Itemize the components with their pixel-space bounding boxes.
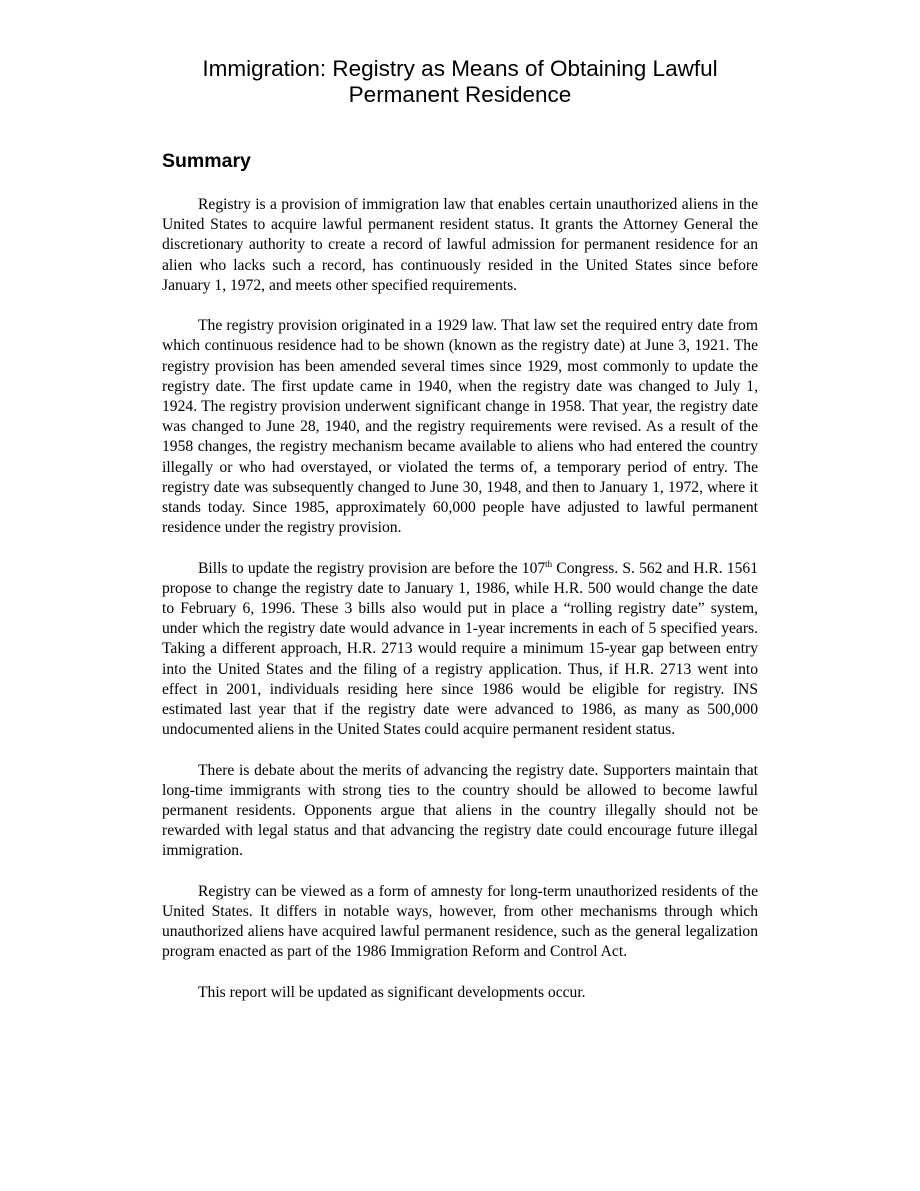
document-title: Immigration: Registry as Means of Obtaining Lawful Permanent Residence [202, 56, 718, 107]
paragraph-5: Registry can be viewed as a form of amnesty for long-term unauthorized residents of the United States. It differs in notable ways, however, from other mechanisms through which unauthorized aliens have acquired lawful permanent residence, such as the general legalization program enacted as part of the 1986 Immigration Reform and Control Act. [162, 882, 758, 961]
ordinal-superscript: th [545, 558, 553, 569]
paragraph-6: This report will be updated as significant developments occur. [198, 983, 586, 1001]
summary-body [162, 195, 758, 1023]
paragraph-1: Registry is a provision of immigration law that enables certain unauthorized aliens in the United States to acquire lawful permanent resident status. It grants the Attorney General the discretionary authority to create a record of lawful admission for permanent residence for an alien who lacks such a record, has continuously resided in the United States since before January 1, 1972, and meets other specified requirements. [162, 196, 758, 294]
paragraph-3-before: Bills to update the registry provision are before the 107 [198, 559, 546, 577]
paragraph-3 [162, 559, 758, 741]
paragraph-4: There is debate about the merits of advancing the registry date. Supporters maintain that long-time immigrants with strong ties to the country should be allowed to become lawful permanent residents. Opponents argue that aliens in the country illegally should not be rewarded with legal status and that advancing the registry date could encourage future illegal immigration. [162, 761, 758, 860]
paragraph-2: The registry provision originated in a 1929 law. That law set the required entry date from which continuous residence had to be shown (known as the registry date) at June 3, 1921. The registry provision has been amended several times since 1929, most commonly to update the registry date. The first update came in 1940, when the registry date was changed to July 1, 1924. The registry provision underwent significant change in 1958. That year, the registry date was changed to June 28, 1940, and the registry requirements were revised. As a result of the 1958 changes, the registry mechanism became available to aliens who had entered the country illegally or who had overstayed, or violated the terms of, a temporary period of entry. The registry date was subsequently changed to June 30, 1948, and then to January 1, 1972, where it stands today. Since 1985, approximately 60,000 people have adjusted to lawful permanent residence under the registry provision. [162, 317, 758, 537]
paragraph-3-after: Congress. S. 562 and H.R. 1561 propose to change the registry date to January 1, 1986, while H.R. 500 would change the date to February 6, 1996. These 3 bills also would put in place a “rolling registry date” system, under which the registry date would advance in 1-year increments in each of 5 specified years. Taking a different approach, H.R. 2713 would require a minimum 15-year gap between entry into the United States and the filing of a registry application. Thus, if H.R. 2713 went into effect in 2001, individuals residing here since 1986 would be eligible for registry. INS estimated last year that if the registry date were advanced to 1986, as many as 500,000 undocumented aliens in the United States could acquire permanent resident status. [162, 559, 758, 739]
section-heading-summary: Summary [162, 150, 251, 172]
